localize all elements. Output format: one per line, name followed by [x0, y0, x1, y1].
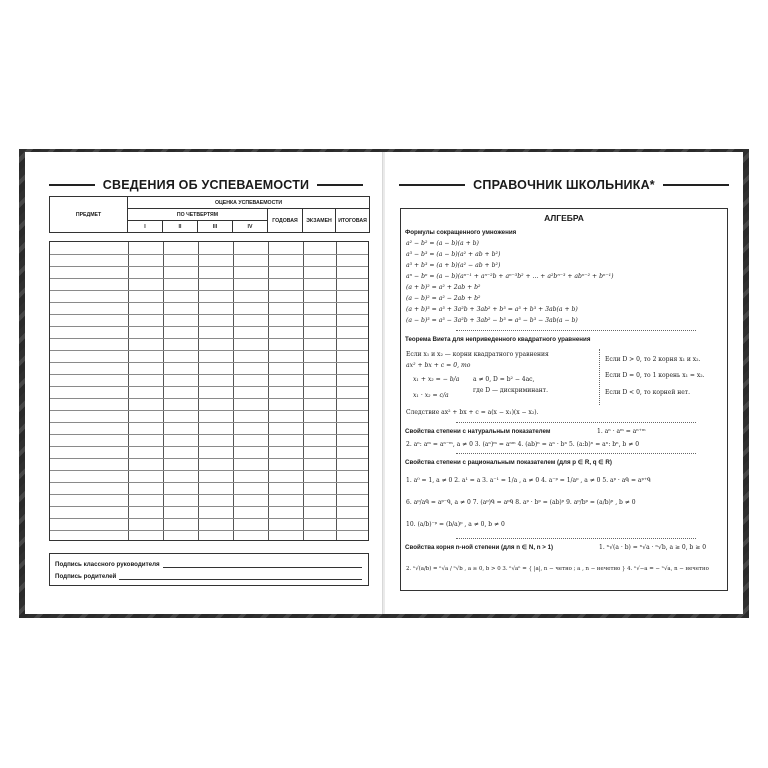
vieta-heading: Теорема Виета для неприведенного квадратного уравнения: [405, 336, 591, 343]
table-row-line: [50, 506, 368, 507]
natural-power-rule-1: 1. aⁿ · aᵐ = aⁿ⁺ᵐ: [597, 428, 646, 435]
column-divider: [198, 242, 199, 540]
signature-teacher-label: Подпись классного руководителя: [55, 561, 160, 568]
natural-power-rules: 2. aⁿ: aᵐ = aⁿ⁻ᵐ, a ≠ 0 3. (aⁿ)ᵐ = aⁿᵐ 4. (ab)ⁿ = aⁿ · bⁿ 5. (a:b)ⁿ = aⁿ: bⁿ, b ≠ 0: [406, 441, 640, 448]
grades-table-header: [49, 196, 370, 233]
table-row-line: [50, 266, 368, 267]
signature-parents-label: Подпись родителей: [55, 573, 117, 580]
rational-power-rules-3: 10. (a/b)⁻ᵖ = (b/a)ᵖ , a ≠ 0, b ≠ 0: [406, 521, 505, 528]
discriminant-zero: Если D = 0, то 1 корень x₁ = x₂.: [605, 372, 705, 379]
formula-line: a³ + b³ = (a + b)(a² − ab + b²): [406, 262, 501, 269]
table-row-line: [50, 290, 368, 291]
table-row-line: [50, 530, 368, 531]
column-divider: [268, 242, 269, 540]
formula-line: (a + b)² = a² + 2ab + b²: [406, 284, 481, 291]
dotted-separator: [456, 538, 696, 539]
natural-power-heading: Свойства степени с натуральным показателем: [405, 428, 551, 435]
rational-power-rules-1: 1. a⁰ = 1, a ≠ 0 2. a¹ = a 3. a⁻¹ = 1/a , a ≠ 0 4. a⁻ᵖ = 1/aᵖ , a ≠ 0 5. aᵖ · aᑫ = aᵖ⁺ᑫ: [406, 477, 651, 484]
quarter-3-header: III: [198, 221, 233, 233]
signature-box: [49, 553, 369, 586]
exam-header: ЭКЗАМЕН: [303, 209, 336, 233]
column-divider: [336, 242, 337, 540]
table-row-line: [50, 386, 368, 387]
table-row-line: [50, 338, 368, 339]
vieta-corollary: Следствие ax² + bx + c = a(x − x₁)(x − x₂).: [406, 409, 539, 416]
quarter-1-header: I: [128, 221, 163, 233]
grades-header: ОЦЕНКА УСПЕВАЕМОСТИ: [128, 197, 370, 209]
title-rule: [663, 184, 729, 185]
formula-line: (a − b)³ = a³ − 3a²b + 3ab² − b³ = a³ − b³ − 3ab(a − b): [406, 317, 578, 324]
quarter-4-header: IV: [233, 221, 268, 233]
right-page-title: СПРАВОЧНИК ШКОЛЬНИКА*: [473, 178, 655, 192]
table-row-line: [50, 374, 368, 375]
column-divider: [233, 242, 234, 540]
table-row-line: [50, 350, 368, 351]
vieta-text: Если x₁ и x₂ — корни квадратного уравнения: [406, 351, 549, 358]
formula-line: a² − b² = (a − b)(a + b): [406, 240, 479, 247]
table-row-line: [50, 314, 368, 315]
vieta-condition: a ≠ 0, D = b² − 4ac,: [473, 376, 535, 383]
left-page: [25, 152, 383, 614]
table-row-line: [50, 326, 368, 327]
algebra-heading: АЛГЕБРА: [544, 213, 584, 223]
root-heading: Свойства корня n-ной степени (для n ∈ N, n > 1): [405, 544, 554, 551]
quarters-header: ПО ЧЕТВЕРТЯМ: [128, 209, 268, 221]
column-divider: [303, 242, 304, 540]
formula-line: a³ − b³ = (a − b)(a² + ab + b²): [406, 251, 501, 258]
vieta-sum: x₁ + x₂ = − b/a: [413, 376, 460, 383]
table-row-line: [50, 422, 368, 423]
signature-teacher-line[interactable]: [163, 561, 362, 568]
table-row-line: [50, 434, 368, 435]
subject-header: ПРЕДМЕТ: [50, 197, 128, 233]
table-row-line: [50, 458, 368, 459]
dotted-separator: [456, 330, 696, 331]
table-row-line: [50, 278, 368, 279]
grades-table-body[interactable]: [49, 241, 369, 541]
formula-line: aⁿ − bⁿ = (a − b)(aⁿ⁻¹ + aⁿ⁻²b + aⁿ⁻³b² + ... + a²bⁿ⁻³ + abⁿ⁻² + bⁿ⁻¹): [406, 273, 614, 280]
table-row-line: [50, 410, 368, 411]
algebra-reference-box: [400, 208, 728, 591]
grades-table: [49, 196, 369, 646]
title-rule: [49, 184, 95, 185]
discriminant-negative: Если D < 0, то корней нет.: [605, 389, 691, 396]
rational-power-rules-2: 6. aᵖ/aᑫ = aᵖ⁻ᑫ, a ≠ 0 7. (aᵖ)ᑫ = aᵖᑫ 8. aᵖ · bᵖ = (ab)ᵖ 9. aᵖ/bᵖ = (a/b)ᵖ , b ≠ 0: [406, 499, 636, 506]
annual-header: ГОДОВАЯ: [268, 209, 303, 233]
final-header: ИТОГОВАЯ: [336, 209, 370, 233]
formula-line: (a + b)³ = a³ + 3a²b + 3ab² + b³ = a³ + b³ + 3ab(a + b): [406, 306, 578, 313]
root-rule-1: 1. ⁿ√(a · b) = ⁿ√a · ⁿ√b, a ≥ 0, b ≥ 0: [599, 544, 707, 551]
vieta-product: x₁ · x₂ = c/a: [413, 392, 449, 399]
root-rules: 2. ⁿ√(a/b) = ⁿ√a / ⁿ√b , a ≥ 0, b > 0 3. ⁿ√aⁿ = { |a|, n − четно ; a , n − нечетно } 4. ⁿ√−a = − ⁿ√a, n − нечетно: [406, 566, 709, 572]
table-row-line: [50, 482, 368, 483]
table-row-line: [50, 398, 368, 399]
quarter-2-header: II: [163, 221, 198, 233]
column-divider: [163, 242, 164, 540]
signature-parents-row[interactable]: [55, 573, 362, 580]
dotted-separator: [456, 422, 696, 423]
title-rule: [317, 184, 363, 185]
table-row-line: [50, 446, 368, 447]
table-row-line: [50, 302, 368, 303]
table-row-line: [50, 470, 368, 471]
column-divider: [128, 242, 129, 540]
table-row-line: [50, 362, 368, 363]
formula-line: (a − b)² = a² − 2ab + b²: [406, 295, 481, 302]
title-rule: [399, 184, 465, 185]
left-page-title: СВЕДЕНИЯ ОБ УСПЕВАЕМОСТИ: [102, 178, 310, 192]
vieta-discriminant: где D — дискриминант.: [473, 387, 549, 394]
table-row-line: [50, 494, 368, 495]
dotted-separator: [599, 349, 600, 405]
table-row-line: [50, 254, 368, 255]
left-page-title-row: [49, 177, 363, 193]
table-row-line: [50, 518, 368, 519]
rational-power-heading: Свойства степени с рациональным показателем (для p ∈ R, q ∈ R): [405, 459, 612, 466]
signature-parents-line[interactable]: [119, 573, 362, 580]
right-page-title-row: [399, 177, 729, 193]
dotted-separator: [456, 453, 696, 454]
vieta-equation: ax² + bx + c = 0, то: [406, 362, 471, 369]
abbrev-formulas-heading: Формулы сокращенного умножения: [405, 229, 517, 236]
discriminant-positive: Если D > 0, то 2 корня x₁ и x₂.: [605, 356, 701, 363]
right-page: [385, 152, 743, 614]
signature-teacher-row[interactable]: [55, 561, 362, 568]
